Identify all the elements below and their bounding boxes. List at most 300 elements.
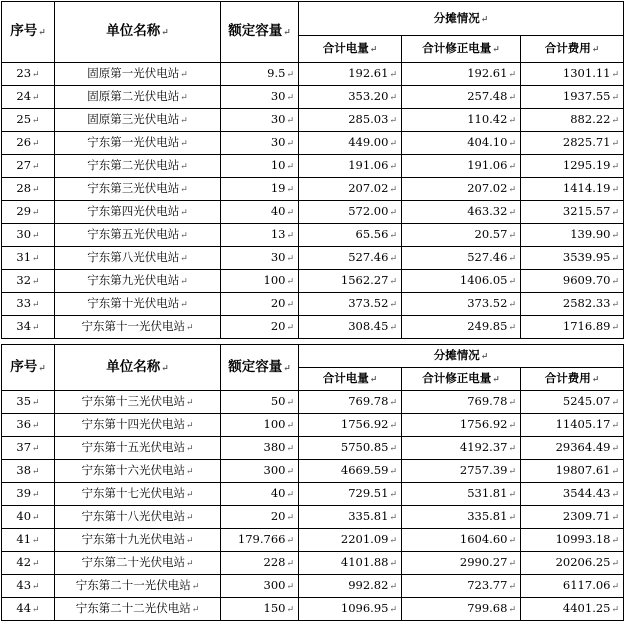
cell-energy	[299, 506, 402, 529]
table-row	[2, 316, 624, 339]
cell-corrected	[402, 109, 521, 132]
cell-name	[55, 529, 221, 552]
cell-name-text: 固原第一光伏电站	[87, 66, 180, 80]
cell-no-text: 40	[16, 509, 32, 523]
cell-cost-text: 2582.33	[562, 296, 611, 310]
cell-name-text: 宁东第十八光伏电站	[81, 509, 185, 523]
cell-cost	[521, 391, 624, 414]
cell-no-text: 23	[16, 66, 32, 80]
paragraph-mark-icon: ↵	[185, 421, 194, 431]
header-cost: 合计费用↵	[521, 36, 624, 63]
cell-energy-text: 65.56	[355, 227, 389, 241]
paragraph-mark-icon: ↵	[611, 277, 620, 287]
cell-no	[2, 63, 55, 86]
cell-corrected	[402, 293, 521, 316]
cell-name	[55, 293, 221, 316]
paragraph-mark-icon: ↵	[286, 536, 294, 546]
cell-capacity	[221, 552, 299, 575]
cell-capacity	[221, 575, 299, 598]
cell-capacity	[221, 483, 299, 506]
paragraph-mark-icon: ↵	[32, 139, 40, 149]
cell-name	[55, 391, 221, 414]
table-row	[2, 178, 624, 201]
cell-cost	[521, 506, 624, 529]
paragraph-mark-icon: ↵	[611, 582, 620, 592]
paragraph-mark-icon: ↵	[389, 582, 397, 592]
cell-cost	[521, 247, 624, 270]
cell-capacity-text: 19	[270, 181, 286, 195]
paragraph-mark-icon: ↵	[611, 398, 620, 408]
cell-no-text: 31	[16, 250, 32, 264]
paragraph-mark-icon: ↵	[611, 139, 620, 149]
cell-no-text: 34	[16, 319, 32, 333]
paragraph-mark-icon: ↵	[611, 467, 620, 477]
cell-energy-text: 449.00	[348, 135, 389, 149]
cell-name	[55, 247, 221, 270]
cell-capacity-text: 10	[270, 158, 286, 172]
cell-cost-text: 6117.06	[562, 578, 611, 592]
cell-cost-text: 139.90	[570, 227, 611, 241]
paragraph-mark-icon: ↵	[611, 605, 620, 615]
cell-capacity	[221, 63, 299, 86]
cell-no	[2, 201, 55, 224]
cell-cost-text: 29364.49	[555, 440, 611, 454]
paragraph-mark-icon: ↵	[32, 490, 40, 500]
paragraph-mark-icon: ↵	[185, 467, 194, 477]
table-row	[2, 529, 624, 552]
cell-cost-text: 1937.55	[562, 89, 611, 103]
cell-name	[55, 63, 221, 86]
cell-no-text: 28	[16, 181, 32, 195]
paragraph-mark-icon: ↵	[32, 208, 40, 218]
paragraph-mark-icon: ↵	[611, 323, 620, 333]
cell-capacity	[221, 86, 299, 109]
cell-corrected-text: 1406.05	[459, 273, 508, 287]
cell-no	[2, 86, 55, 109]
paragraph-mark-icon: ↵	[286, 467, 294, 477]
paragraph-mark-icon: ↵	[180, 300, 188, 310]
cell-no	[2, 552, 55, 575]
cell-no	[2, 575, 55, 598]
cell-energy	[299, 460, 402, 483]
cell-corrected-text: 257.48	[467, 89, 508, 103]
cell-no-text: 27	[16, 158, 32, 172]
paragraph-mark-icon: ↵	[185, 513, 194, 523]
paragraph-mark-icon: ↵	[508, 139, 516, 149]
header-allocation: 分摊情况↵	[299, 2, 624, 36]
cell-capacity-text: 20	[270, 296, 286, 310]
cell-name-text: 宁东第二十二光伏电站	[75, 601, 191, 615]
paragraph-mark-icon: ↵	[32, 323, 40, 333]
header-no: 序号↵	[2, 345, 55, 391]
cell-corrected-text: 527.46	[467, 250, 508, 264]
header-capacity: 额定容量↵	[221, 2, 299, 63]
cell-no-text: 29	[16, 204, 32, 218]
cell-corrected-text: 335.81	[467, 509, 508, 523]
paragraph-mark-icon: ↵	[611, 185, 620, 195]
table-row	[2, 483, 624, 506]
cell-energy	[299, 529, 402, 552]
paragraph-mark-icon: ↵	[389, 70, 397, 80]
paragraph-mark-icon: ↵	[185, 559, 194, 569]
cell-corrected-text: 531.81	[467, 486, 508, 500]
table-row	[2, 414, 624, 437]
cell-no-text: 38	[16, 463, 32, 477]
cell-energy-text: 1096.95	[340, 601, 389, 615]
cell-energy	[299, 155, 402, 178]
paragraph-mark-icon: ↵	[286, 300, 294, 310]
cell-capacity	[221, 155, 299, 178]
cell-capacity-text: 20	[270, 509, 286, 523]
paragraph-mark-icon: ↵	[32, 444, 40, 454]
paragraph-mark-icon: ↵	[32, 605, 40, 615]
allocation-table-2-body	[2, 345, 624, 621]
paragraph-mark-icon: ↵	[32, 559, 40, 569]
cell-no	[2, 598, 55, 621]
paragraph-mark-icon: ↵	[32, 185, 40, 195]
cell-name	[55, 155, 221, 178]
paragraph-mark-icon: ↵	[508, 559, 516, 569]
cell-corrected	[402, 155, 521, 178]
cell-corrected	[402, 247, 521, 270]
cell-energy	[299, 63, 402, 86]
cell-name	[55, 437, 221, 460]
cell-energy	[299, 132, 402, 155]
allocation-table-1	[1, 1, 624, 339]
paragraph-mark-icon: ↵	[508, 116, 516, 126]
cell-corrected	[402, 460, 521, 483]
cell-cost-text: 20206.25	[555, 555, 611, 569]
cell-energy-text: 527.46	[348, 250, 389, 264]
cell-name	[55, 575, 221, 598]
paragraph-mark-icon: ↵	[389, 536, 397, 546]
table-row	[2, 552, 624, 575]
cell-energy	[299, 224, 402, 247]
cell-no	[2, 414, 55, 437]
cell-capacity-text: 50	[270, 394, 286, 408]
cell-energy-text: 5750.85	[340, 440, 389, 454]
cell-energy-text: 373.52	[348, 296, 389, 310]
table-header-row	[2, 345, 624, 368]
cell-capacity	[221, 132, 299, 155]
paragraph-mark-icon: ↵	[180, 277, 188, 287]
paragraph-mark-icon: ↵	[611, 93, 620, 103]
allocation-table-1-body	[2, 2, 624, 339]
cell-corrected-text: 2990.27	[459, 555, 508, 569]
cell-name	[55, 316, 221, 339]
cell-cost	[521, 293, 624, 316]
paragraph-mark-icon: ↵	[389, 467, 397, 477]
cell-name-text: 宁东第十三光伏电站	[81, 394, 185, 408]
header-cost: 合计费用↵	[521, 368, 624, 391]
cell-name-text: 固原第三光伏电站	[87, 112, 180, 126]
paragraph-mark-icon: ↵	[508, 323, 516, 333]
table-row	[2, 460, 624, 483]
cell-energy	[299, 247, 402, 270]
paragraph-mark-icon: ↵	[389, 162, 397, 172]
paragraph-mark-icon: ↵	[611, 300, 620, 310]
header-corrected: 合计修正电量↵	[402, 368, 521, 391]
cell-no-text: 30	[16, 227, 32, 241]
cell-name	[55, 270, 221, 293]
cell-energy-text: 308.45	[348, 319, 389, 333]
cell-no	[2, 132, 55, 155]
paragraph-mark-icon: ↵	[611, 208, 620, 218]
cell-energy	[299, 483, 402, 506]
cell-cost-text: 2309.71	[562, 509, 611, 523]
paragraph-mark-icon: ↵	[508, 300, 516, 310]
cell-cost	[521, 414, 624, 437]
cell-corrected	[402, 316, 521, 339]
cell-corrected-text: 463.32	[467, 204, 508, 218]
paragraph-mark-icon: ↵	[286, 605, 294, 615]
cell-no	[2, 316, 55, 339]
paragraph-mark-icon: ↵	[611, 70, 620, 80]
cell-cost-text: 1414.19	[562, 181, 611, 195]
cell-energy-text: 192.61	[348, 66, 389, 80]
cell-energy-text: 1562.27	[340, 273, 389, 287]
cell-cost	[521, 178, 624, 201]
cell-name	[55, 178, 221, 201]
cell-corrected-text: 1756.92	[459, 417, 508, 431]
paragraph-mark-icon: ↵	[180, 116, 188, 126]
cell-energy-text: 4669.59	[340, 463, 389, 477]
paragraph-mark-icon: ↵	[286, 490, 294, 500]
table-row	[2, 109, 624, 132]
cell-capacity-text: 40	[270, 486, 286, 500]
paragraph-mark-icon: ↵	[508, 185, 516, 195]
table-row	[2, 155, 624, 178]
table-row	[2, 63, 624, 86]
table-row	[2, 575, 624, 598]
paragraph-mark-icon: ↵	[508, 444, 516, 454]
header-capacity: 额定容量↵	[221, 345, 299, 391]
cell-cost	[521, 201, 624, 224]
cell-name-text: 固原第二光伏电站	[87, 89, 180, 103]
cell-corrected	[402, 506, 521, 529]
cell-cost	[521, 437, 624, 460]
paragraph-mark-icon: ↵	[611, 231, 620, 241]
paragraph-mark-icon: ↵	[611, 536, 620, 546]
cell-energy-text: 572.00	[348, 204, 389, 218]
paragraph-mark-icon: ↵	[389, 513, 397, 523]
paragraph-mark-icon: ↵	[389, 490, 397, 500]
cell-corrected	[402, 437, 521, 460]
cell-name-text: 宁东第十四光伏电站	[81, 417, 185, 431]
cell-name	[55, 201, 221, 224]
paragraph-mark-icon: ↵	[32, 421, 40, 431]
table-row	[2, 598, 624, 621]
cell-corrected	[402, 132, 521, 155]
paragraph-mark-icon: ↵	[611, 421, 620, 431]
cell-cost	[521, 86, 624, 109]
paragraph-mark-icon: ↵	[508, 93, 516, 103]
paragraph-mark-icon: ↵	[389, 93, 397, 103]
paragraph-mark-icon: ↵	[180, 208, 188, 218]
cell-no-text: 41	[16, 532, 32, 546]
cell-capacity-text: 13	[270, 227, 286, 241]
cell-capacity	[221, 293, 299, 316]
paragraph-mark-icon: ↵	[191, 605, 200, 615]
cell-cost	[521, 483, 624, 506]
cell-cost-text: 2825.71	[562, 135, 611, 149]
paragraph-mark-icon: ↵	[389, 398, 397, 408]
cell-energy-text: 353.20	[348, 89, 389, 103]
cell-corrected	[402, 63, 521, 86]
paragraph-mark-icon: ↵	[611, 513, 620, 523]
table-row	[2, 201, 624, 224]
cell-name	[55, 86, 221, 109]
cell-cost-text: 5245.07	[562, 394, 611, 408]
cell-corrected-text: 20.57	[474, 227, 508, 241]
cell-no	[2, 109, 55, 132]
cell-energy	[299, 414, 402, 437]
cell-cost	[521, 598, 624, 621]
cell-corrected-text: 799.68	[467, 601, 508, 615]
header-name: 单位名称↵	[55, 2, 221, 63]
cell-corrected-text: 373.52	[467, 296, 508, 310]
paragraph-mark-icon: ↵	[32, 116, 40, 126]
cell-cost-text: 1301.11	[562, 66, 611, 80]
paragraph-mark-icon: ↵	[286, 162, 294, 172]
cell-cost-text: 1295.19	[562, 158, 611, 172]
cell-corrected	[402, 414, 521, 437]
paragraph-mark-icon: ↵	[611, 559, 620, 569]
cell-no-text: 44	[16, 601, 32, 615]
cell-name	[55, 414, 221, 437]
cell-energy	[299, 552, 402, 575]
cell-capacity-text: 150	[263, 601, 286, 615]
cell-corrected-text: 207.02	[467, 181, 508, 195]
paragraph-mark-icon: ↵	[185, 323, 194, 333]
table-row	[2, 224, 624, 247]
paragraph-mark-icon: ↵	[32, 513, 40, 523]
cell-name	[55, 224, 221, 247]
paragraph-mark-icon: ↵	[185, 490, 194, 500]
paragraph-mark-icon: ↵	[508, 398, 516, 408]
paragraph-mark-icon: ↵	[508, 208, 516, 218]
cell-capacity-text: 30	[270, 135, 286, 149]
cell-name-text: 宁东第十五光伏电站	[81, 440, 185, 454]
cell-cost-text: 11405.17	[555, 417, 611, 431]
paragraph-mark-icon: ↵	[286, 398, 294, 408]
cell-no	[2, 155, 55, 178]
cell-no-text: 33	[16, 296, 32, 310]
cell-cost	[521, 224, 624, 247]
cell-no	[2, 460, 55, 483]
cell-name-text: 宁东第二十一光伏电站	[75, 578, 191, 592]
cell-capacity	[221, 247, 299, 270]
paragraph-mark-icon: ↵	[286, 93, 294, 103]
cell-capacity-text: 100	[263, 417, 286, 431]
cell-capacity-text: 30	[270, 89, 286, 103]
cell-energy	[299, 437, 402, 460]
cell-cost	[521, 575, 624, 598]
cell-energy	[299, 575, 402, 598]
cell-energy-text: 729.51	[348, 486, 389, 500]
paragraph-mark-icon: ↵	[508, 513, 516, 523]
cell-capacity	[221, 437, 299, 460]
paragraph-mark-icon: ↵	[32, 231, 40, 241]
cell-capacity-text: 300	[263, 578, 286, 592]
table-row	[2, 132, 624, 155]
cell-corrected-text: 4192.37	[459, 440, 508, 454]
cell-corrected-text: 769.78	[467, 394, 508, 408]
cell-capacity	[221, 224, 299, 247]
cell-no-text: 37	[16, 440, 32, 454]
cell-energy	[299, 391, 402, 414]
cell-name	[55, 598, 221, 621]
cell-corrected-text: 2757.39	[459, 463, 508, 477]
cell-cost-text: 3539.95	[562, 250, 611, 264]
paragraph-mark-icon: ↵	[180, 93, 188, 103]
cell-cost	[521, 316, 624, 339]
cell-cost	[521, 460, 624, 483]
cell-capacity	[221, 460, 299, 483]
paragraph-mark-icon: ↵	[389, 116, 397, 126]
cell-energy-text: 207.02	[348, 181, 389, 195]
cell-no-text: 26	[16, 135, 32, 149]
paragraph-mark-icon: ↵	[180, 254, 188, 264]
cell-capacity-text: 9.5	[267, 66, 286, 80]
paragraph-mark-icon: ↵	[286, 277, 294, 287]
cell-capacity-text: 30	[270, 250, 286, 264]
paragraph-mark-icon: ↵	[611, 116, 620, 126]
cell-energy-text: 769.78	[348, 394, 389, 408]
cell-cost-text: 3215.57	[562, 204, 611, 218]
paragraph-mark-icon: ↵	[32, 277, 40, 287]
paragraph-mark-icon: ↵	[286, 513, 294, 523]
table-row	[2, 506, 624, 529]
paragraph-mark-icon: ↵	[508, 254, 516, 264]
cell-cost-text: 882.22	[570, 112, 611, 126]
table-row	[2, 270, 624, 293]
header-allocation: 分摊情况↵	[299, 345, 624, 368]
paragraph-mark-icon: ↵	[32, 70, 40, 80]
cell-energy-text: 4101.88	[340, 555, 389, 569]
cell-energy	[299, 201, 402, 224]
cell-no	[2, 483, 55, 506]
paragraph-mark-icon: ↵	[32, 93, 40, 103]
cell-cost	[521, 109, 624, 132]
paragraph-mark-icon: ↵	[32, 162, 40, 172]
cell-capacity-text: 380	[263, 440, 286, 454]
cell-name	[55, 506, 221, 529]
cell-corrected-text: 723.77	[467, 578, 508, 592]
cell-name	[55, 132, 221, 155]
paragraph-mark-icon: ↵	[508, 605, 516, 615]
paragraph-mark-icon: ↵	[508, 536, 516, 546]
cell-no-text: 42	[16, 555, 32, 569]
cell-corrected	[402, 483, 521, 506]
cell-energy-text: 285.03	[348, 112, 389, 126]
table-row	[2, 293, 624, 316]
table-row	[2, 391, 624, 414]
cell-capacity	[221, 391, 299, 414]
paragraph-mark-icon: ↵	[508, 490, 516, 500]
paragraph-mark-icon: ↵	[185, 444, 194, 454]
cell-energy	[299, 293, 402, 316]
header-corrected: 合计修正电量↵	[402, 36, 521, 63]
paragraph-mark-icon: ↵	[611, 162, 620, 172]
cell-cost	[521, 270, 624, 293]
cell-capacity	[221, 270, 299, 293]
cell-energy	[299, 109, 402, 132]
cell-capacity-text: 40	[270, 204, 286, 218]
cell-energy-text: 1756.92	[340, 417, 389, 431]
cell-capacity	[221, 598, 299, 621]
cell-name-text: 宁东第四光伏电站	[87, 204, 180, 218]
